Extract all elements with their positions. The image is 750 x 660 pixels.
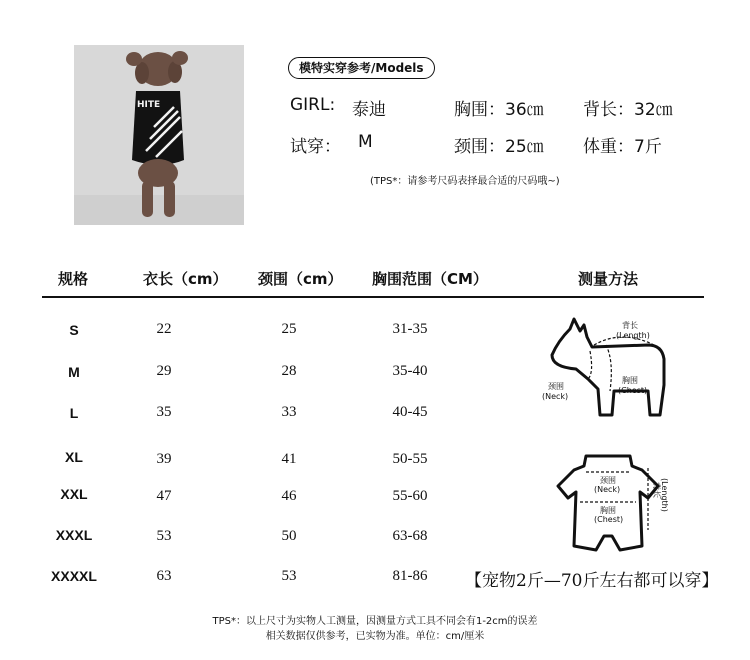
models-badge: 模特实穿参考/Models	[288, 57, 435, 79]
row-size: L	[69, 405, 79, 421]
neck-measurement: 颈围：25㎝	[454, 137, 544, 157]
try-on-label: 试穿：	[290, 137, 341, 157]
back-length-label-en: (Length)	[616, 331, 650, 340]
row-chest: 50-55	[392, 451, 428, 467]
dog-measurement-diagram	[530, 315, 680, 439]
row-size: M	[68, 364, 80, 380]
size-tips: (TPS*：请参考尺码表择最合适的尺码哦~)	[370, 176, 560, 187]
garment-outline-icon	[558, 456, 658, 550]
row-size: S	[69, 322, 79, 338]
row-chest: 35-40	[392, 363, 428, 379]
try-on-size: M	[358, 132, 373, 152]
row-size: XXL	[60, 486, 88, 502]
row-chest: 81-86	[392, 568, 428, 584]
neck-label: 颈围	[548, 382, 564, 391]
header-neck: 颈围（cm）	[258, 270, 343, 288]
row-length: 29	[156, 363, 172, 379]
garment-back-label-en: (Length)	[660, 478, 669, 512]
row-neck: 33	[281, 404, 297, 420]
row-neck: 28	[281, 363, 297, 379]
row-neck: 50	[281, 528, 297, 544]
garment-chest-label-en: (Chest)	[594, 515, 624, 524]
row-length: 53	[156, 528, 172, 544]
row-length: 39	[156, 451, 172, 467]
footer-tips-line1: TPS*：以上尺寸为实物人工测量，因测量方式工具不同会有1-2cm的误差	[212, 616, 538, 627]
row-neck: 25	[281, 321, 297, 337]
shirt-print-text: HITE	[137, 100, 161, 110]
garment-back-label: 背长	[652, 482, 661, 498]
model-photo	[74, 45, 244, 225]
garment-neck-label-en: (Neck)	[594, 485, 621, 494]
row-chest: 55-60	[392, 488, 428, 504]
row-length: 47	[156, 488, 172, 504]
chest-label: 胸围	[622, 376, 638, 385]
header-method: 测量方法	[578, 270, 639, 288]
header-size: 规格	[58, 270, 89, 288]
garment-neck-label: 颈围	[600, 476, 616, 485]
header-length: 衣长（cm）	[143, 270, 228, 288]
header-divider	[42, 296, 704, 298]
dog-photo-illustration	[74, 45, 244, 225]
weight-measurement: 体重：7斤	[583, 137, 662, 157]
row-size: XXXL	[55, 527, 93, 543]
neck-label-en: (Neck)	[542, 392, 569, 401]
footer-tips-line2: 相关数据仅供参考，已实物为准。单位：cm/厘米	[265, 631, 485, 642]
row-chest: 63-68	[392, 528, 428, 544]
row-chest: 31-35	[392, 321, 428, 337]
back-measurement: 背长：32㎝	[583, 100, 673, 120]
girl-label: GIRL:	[290, 95, 336, 115]
garment-measurement-diagram	[530, 450, 680, 564]
girl-name: 泰迪	[352, 100, 386, 120]
chest-label-en: (Chest)	[618, 386, 648, 395]
weight-range-note: 【宠物2斤—70斤左右都可以穿】	[465, 571, 719, 591]
back-length-label: 背长	[622, 321, 638, 330]
row-neck: 46	[281, 488, 297, 504]
row-length: 35	[156, 404, 172, 420]
garment-chest-label: 胸围	[600, 506, 616, 515]
row-size: XXXXL	[51, 568, 97, 584]
row-neck: 53	[281, 568, 297, 584]
chest-measurement: 胸围：36㎝	[454, 100, 544, 120]
row-chest: 40-45	[392, 404, 428, 420]
header-chest: 胸围范围（CM）	[372, 270, 488, 288]
row-length: 22	[156, 321, 172, 337]
row-length: 63	[156, 568, 172, 584]
row-size: XL	[65, 449, 83, 465]
row-neck: 41	[281, 451, 297, 467]
